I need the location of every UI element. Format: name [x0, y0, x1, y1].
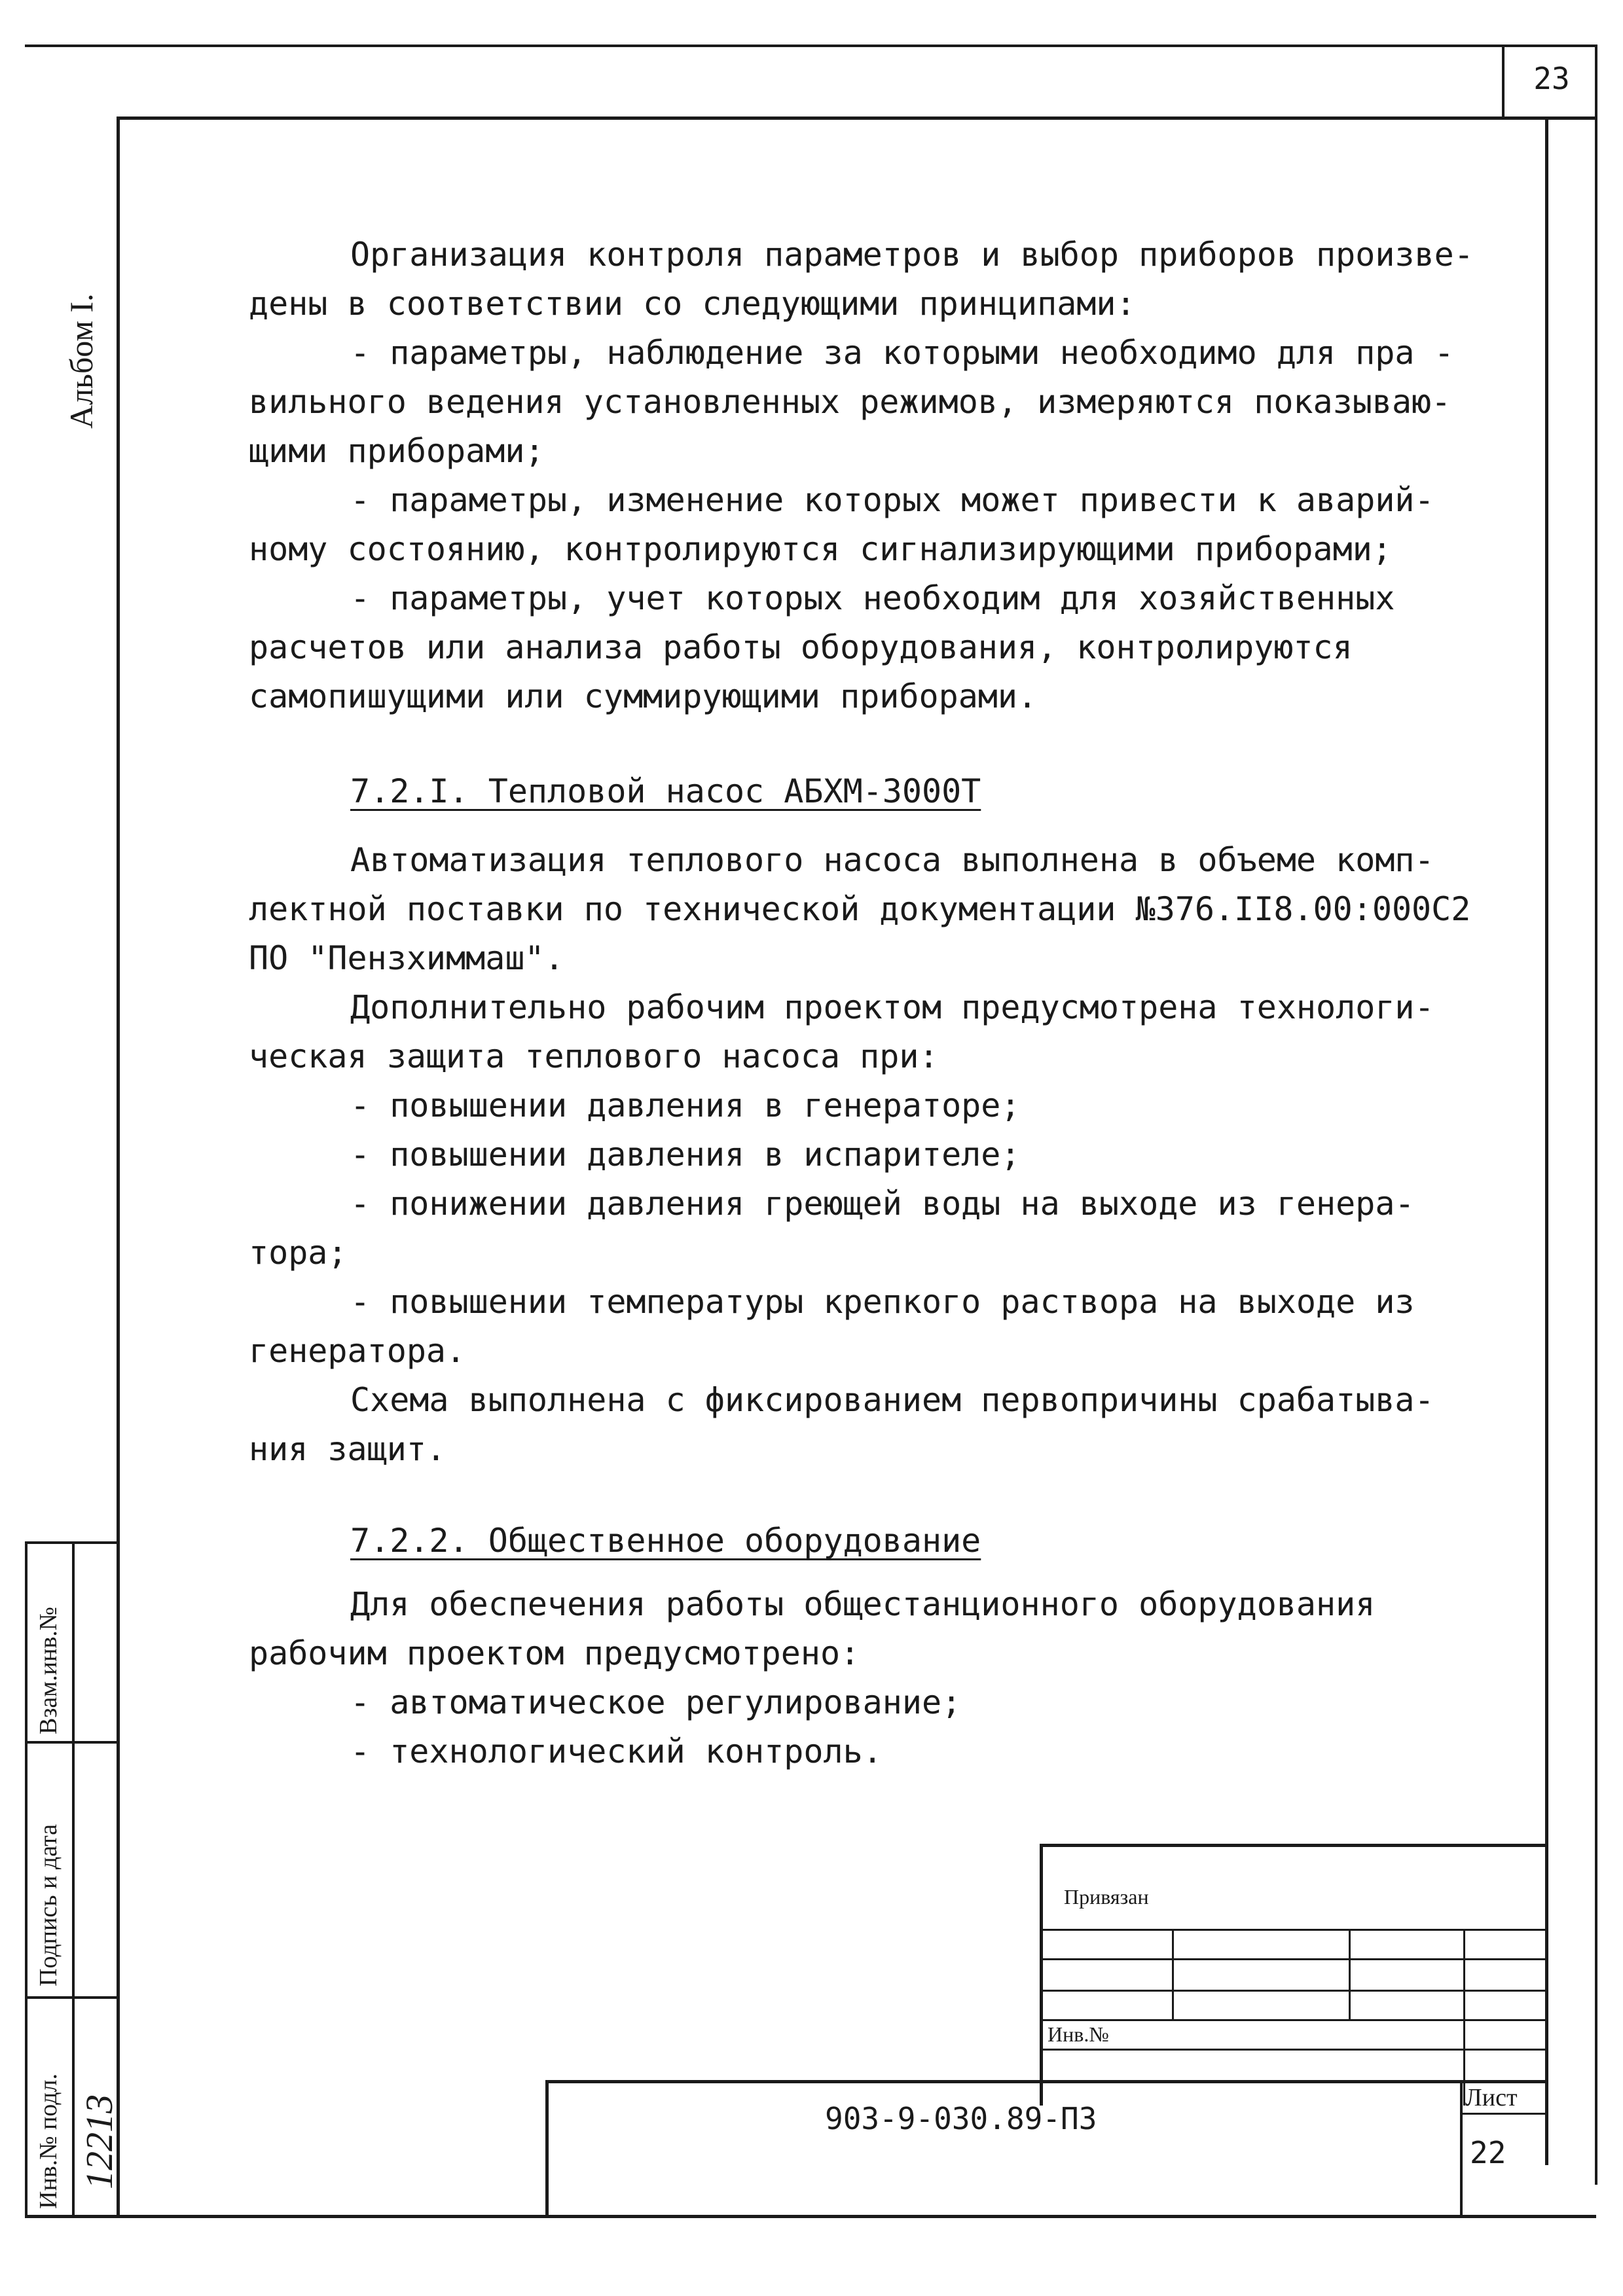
- interchange-inv-label: Взам.инв.№: [35, 1606, 62, 1734]
- attached-label: Привязан: [1064, 1885, 1149, 1909]
- stamp-left-line: [545, 2080, 549, 2217]
- intro-block: [249, 230, 1519, 721]
- stamp-top-line: [547, 2080, 1546, 2083]
- section1-heading: 7.2.I. Тепловой насос АБХМ-3000Т: [350, 772, 981, 810]
- sheet-row-line: [1460, 2113, 1546, 2115]
- stamp-row-2-line: [25, 1996, 120, 1999]
- text-line: ческая защита теплового насоса при:: [249, 1037, 939, 1075]
- text-line: - технологический контроль.: [350, 1732, 883, 1770]
- inv-no-label: Инв.№: [1048, 2022, 1109, 2046]
- text-line: лектной поставки по технической документации №376.II8.00:000С2: [249, 890, 1471, 928]
- frame-bottom-line: [25, 2215, 1596, 2218]
- frame-right-line: [1545, 117, 1548, 2165]
- frame-left-line: [117, 117, 120, 2217]
- text-line: расчетов или анализа работы оборудования, контролируются: [249, 628, 1353, 666]
- section2-heading: 7.2.2. Общественное оборудование: [350, 1522, 981, 1560]
- stamp-row-1-line: [25, 1741, 120, 1744]
- text-line: - повышении давления в испарителе;: [350, 1136, 1021, 1174]
- text-line: Организация контроля параметров и выбор приборов произве-: [350, 236, 1474, 274]
- text-line: тора;: [249, 1234, 348, 1272]
- text-line: - понижении давления греющей воды на выходе из генера-: [350, 1185, 1415, 1223]
- section2-block: [249, 1516, 1519, 1776]
- sheet-col-line: [1460, 2080, 1463, 2217]
- text-line: щими приборами;: [249, 432, 545, 470]
- text-line: Схема выполнена с фиксированием первопричины срабатыва-: [350, 1381, 1434, 1419]
- sheet-number: 22: [1470, 2135, 1506, 2170]
- section1-block: [249, 767, 1519, 1474]
- stamp-row-top-line: [25, 1541, 120, 1544]
- corner-page-number: 23: [1533, 61, 1570, 96]
- text-line: самопишущими или суммирующими приборами.: [249, 677, 1038, 715]
- text-line: - параметры, учет которых необходим для хозяйственных: [350, 579, 1395, 617]
- text-line: Автоматизация теплового насоса выполнена в объеме комп-: [350, 841, 1434, 879]
- corner-box-left-line: [1502, 45, 1504, 118]
- stamp-col-mid-line: [72, 1541, 75, 2217]
- text-line: генератора.: [249, 1332, 466, 1370]
- text-line: ному состоянию, контролируются сигнализирующими приборами;: [249, 530, 1392, 568]
- outer-right-line: [1595, 45, 1597, 2185]
- text-line: - параметры, наблюдение за которыми необходимо для пра -: [350, 334, 1454, 372]
- stamp-col-left-line: [25, 1541, 27, 2217]
- signature-date-label: Подпись и дата: [35, 1823, 62, 1986]
- text-line: рабочим проектом предусмотрено:: [249, 1634, 860, 1672]
- text-line: - повышении давления в генераторе;: [350, 1086, 1021, 1124]
- text-line: - параметры, изменение которых может привести к аварий-: [350, 481, 1434, 519]
- text-line: дены в соответствии со следующими принципами:: [249, 285, 1136, 323]
- inv-original-label: Инв.№ подл.: [35, 2073, 62, 2209]
- text-line: Для обеспечения работы общестанционного оборудования: [350, 1585, 1376, 1623]
- text-line: Дополнительно рабочим проектом предусмотрена технологи-: [350, 988, 1434, 1026]
- frame-top-line: [118, 117, 1597, 120]
- album-label: Альбом I.: [63, 293, 100, 429]
- text-line: вильного ведения установленных режимов, измеряются показываю-: [249, 383, 1451, 421]
- text-line: - автоматическое регулирование;: [350, 1683, 962, 1721]
- document-code: 903-9-030.89-ПЗ: [825, 2101, 1097, 2136]
- top-border-line: [25, 45, 1597, 47]
- text-line: - повышении температуры крепкого раствора на выходе из: [350, 1283, 1415, 1321]
- text-line: ния защит.: [249, 1430, 447, 1468]
- sheet-label: Лист: [1465, 2084, 1518, 2111]
- inv-original-value: 12213: [78, 2094, 120, 2189]
- text-line: ПО "Пензхиммаш".: [249, 939, 564, 977]
